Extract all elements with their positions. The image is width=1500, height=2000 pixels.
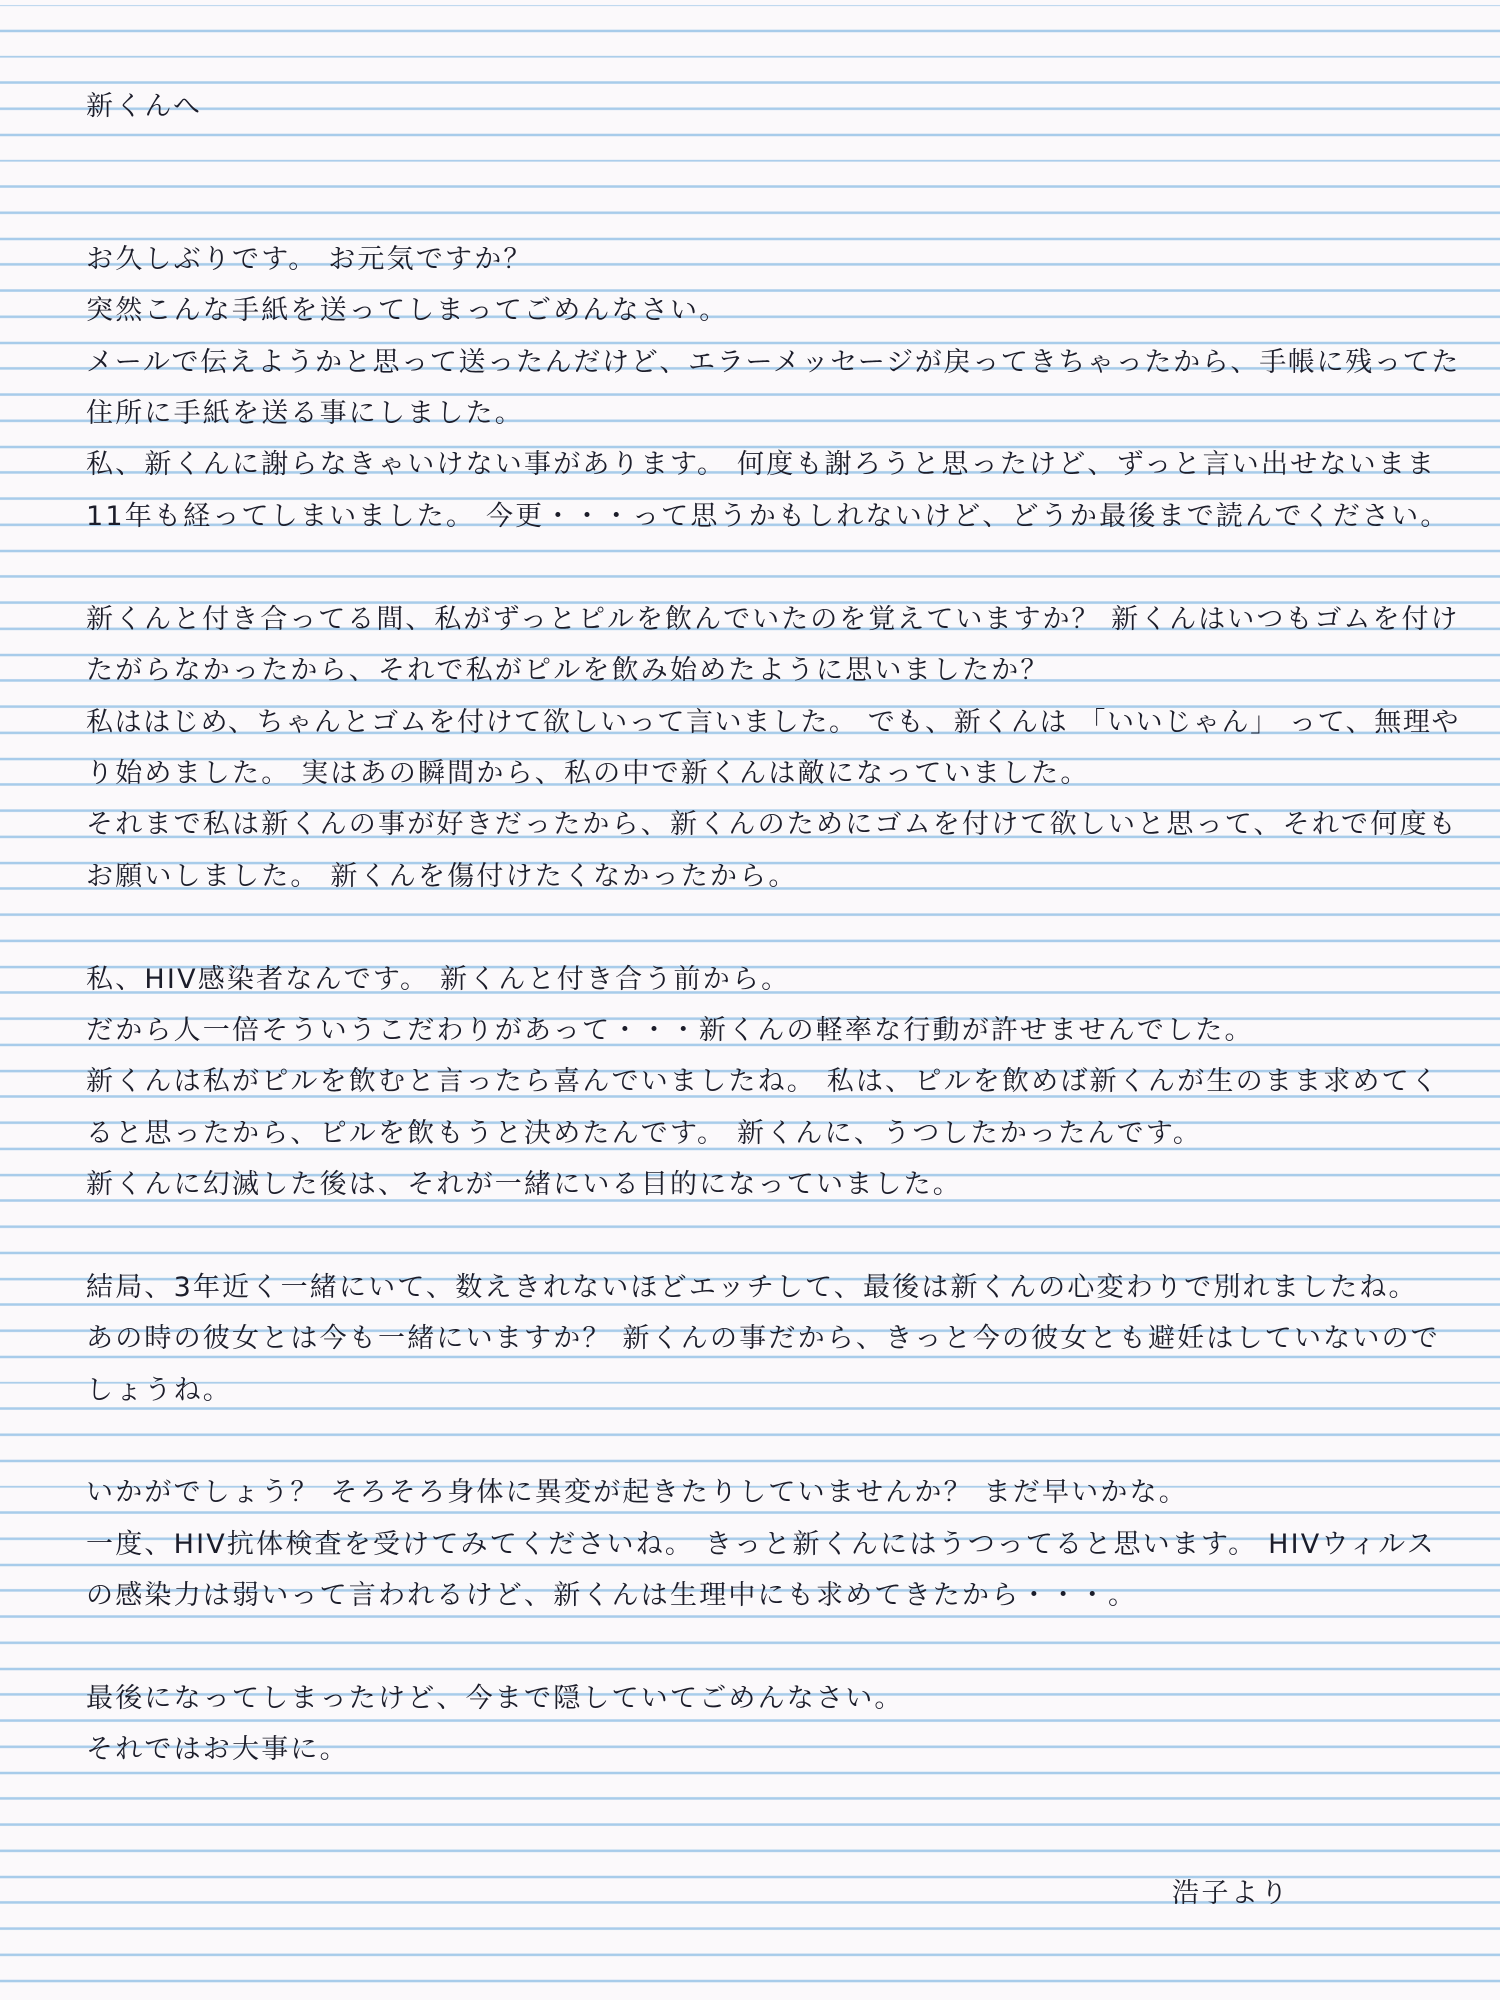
letter-line: り始めました。 実はあの瞬間から、私の中で新くんは敵になっていました。 (86, 758, 1090, 789)
letter-line: 新くんに幻滅した後は、それが一緒にいる目的になっていました。 (86, 1169, 962, 1200)
letter-line: の感染力は弱いって言われるけど、新くんは生理中にも求めてきたから・・・。 (86, 1580, 1138, 1611)
letter-line: お久しぶりです。 お元気ですか？ (86, 244, 533, 275)
signature: 浩子より (1172, 1878, 1290, 1909)
letter-line: お願いしました。 新くんを傷付けたくなかったから。 (86, 861, 798, 892)
salutation: 新くんへ (86, 91, 203, 122)
letter-line: それではお大事に。 (86, 1734, 349, 1765)
letter-line: 私、HIV感染者なんです。 新くんと付き合う前から。 (86, 964, 791, 995)
letter-line: 私、新くんに謝らなきゃいけない事があります。 何度も謝ろうと思ったけど、ずっと言い出せないまま (86, 449, 1437, 480)
letter-line: 新くんは私がピルを飲むと言ったら喜んでいましたね。 私は、ピルを飲めば新くんが生のまま求めてく (86, 1066, 1440, 1097)
letter-line: いかがでしょう？ そろそろ身体に異変が起きたりしていませんか？ まだ早いかな。 (86, 1477, 1188, 1508)
letter-line: 突然こんな手紙を送ってしまってごめんなさい。 (86, 295, 729, 326)
letter-line: 結局、3年近く一緒にいて、数えきれないほどエッチして、最後は新くんの心変わりで別れましたね。 (86, 1272, 1418, 1303)
letter-line: しょうね。 (86, 1375, 232, 1406)
letter-line: 一度、HIV抗体検査を受けてみてくださいね。 きっと新くんにはうつってると思います。 HIVウィルス (86, 1529, 1436, 1560)
letter-line: あの時の彼女とは今も一緒にいますか？ 新くんの事だから、きっと今の彼女とも避妊はしていないので (86, 1323, 1440, 1354)
letter-line: メールで伝えようかと思って送ったんだけど、エラーメッセージが戻ってきちゃったから、手帳に残ってた (86, 347, 1461, 378)
letter-line: 新くんと付き合ってる間、私がずっとピルを飲んでいたのを覚えていますか？ 新くんはいつもゴムを付け (86, 604, 1460, 635)
letter-line: たがらなかったから、それで私がピルを飲み始めたように思いましたか？ (86, 655, 1050, 686)
letter-line: 私ははじめ、ちゃんとゴムを付けて欲しいって言いました。 でも、新くんは 「いいじゃん」 って、無理や (86, 707, 1461, 738)
letter-line: 最後になってしまったけど、今まで隠していてごめんなさい。 (86, 1683, 904, 1714)
letter-line: 11年も経ってしまいました。 今更・・・って思うかもしれないけど、どうか最後まで読んでください。 (86, 501, 1450, 532)
letter-line: だから人一倍そういうこだわりがあって・・・新くんの軽率な行動が許せませんでした。 (86, 1015, 1254, 1046)
letter-line: 住所に手紙を送る事にしました。 (86, 398, 524, 429)
letter-line: それまで私は新くんの事が好きだったから、新くんのためにゴムを付けて欲しいと思って、それで何度も (86, 809, 1458, 840)
letter-line: ると思ったから、ピルを飲もうと決めたんです。 新くんに、うつしたかったんです。 (86, 1118, 1203, 1149)
